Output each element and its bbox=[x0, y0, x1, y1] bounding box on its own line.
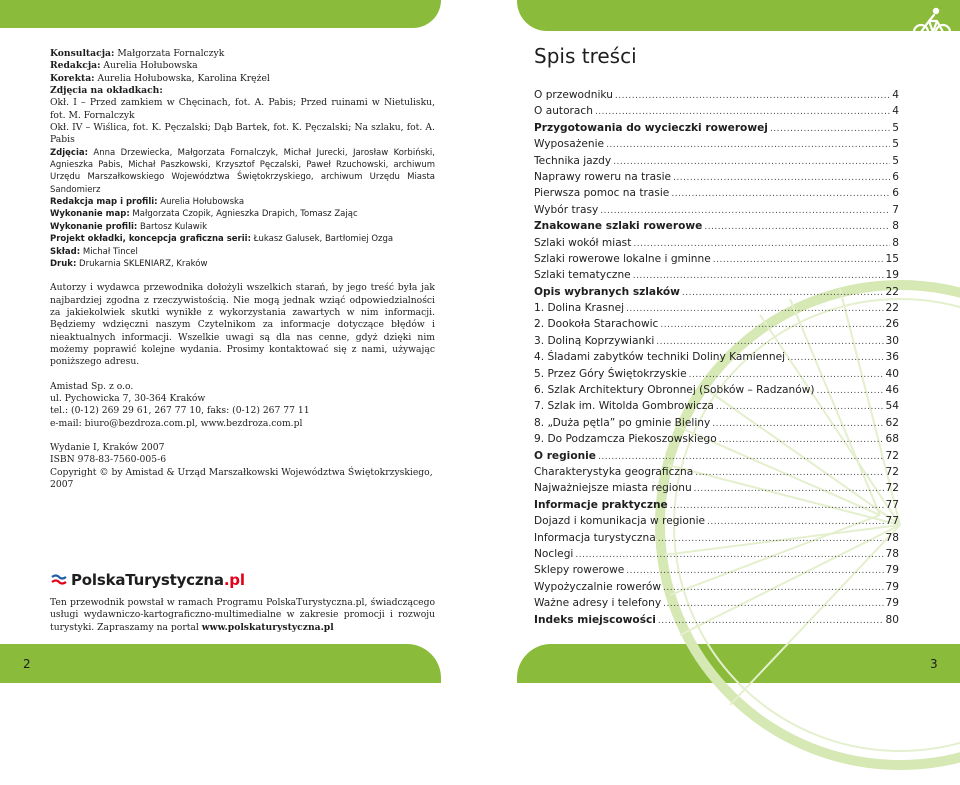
toc-entry-label: Dojazd i komunikacja w regionie bbox=[534, 515, 706, 528]
toc-entry[interactable] bbox=[534, 433, 899, 449]
toc-leader-dots bbox=[633, 237, 890, 249]
toc-leader-dots bbox=[704, 220, 890, 232]
toc-entry[interactable] bbox=[534, 417, 899, 433]
polskaturystyczna-logo bbox=[51, 569, 245, 591]
toc-leader-dots bbox=[817, 384, 884, 396]
toc-entry-page: 8 bbox=[892, 220, 899, 233]
publisher-phone: tel.: (0-12) 269 29 61, 267 77 10, faks: (0-12) 267 77 11 bbox=[50, 405, 310, 417]
toc-entry[interactable] bbox=[534, 204, 899, 220]
toc-entry-page: 6 bbox=[892, 187, 899, 200]
toc-entry-label: 4. Śladami zabytków techniki Doliny Kamiennej bbox=[534, 351, 786, 364]
toc-entry-label: Szlaki wokół miast bbox=[534, 236, 632, 249]
toc-entry-page: 36 bbox=[885, 351, 899, 364]
toc-entry[interactable] bbox=[534, 548, 899, 564]
toc-entry-label: Przygotowania do wycieczki rowerowej bbox=[534, 121, 768, 134]
toc-leader-dots bbox=[656, 335, 883, 347]
toc-entry[interactable] bbox=[534, 335, 899, 351]
toc-entry-page: 8 bbox=[892, 236, 899, 249]
toc-entry-label: Wybór trasy bbox=[534, 203, 599, 216]
toc-leader-dots bbox=[658, 532, 884, 544]
toc-entry-page: 26 bbox=[885, 318, 899, 331]
toc-entry-page: 77 bbox=[885, 498, 899, 511]
toc-entry[interactable] bbox=[534, 122, 899, 138]
toc-leader-dots bbox=[770, 122, 890, 134]
toc-leader-dots bbox=[716, 400, 884, 412]
toc-entry-label: Indeks miejscowości bbox=[534, 613, 656, 626]
toc-entry[interactable] bbox=[534, 155, 899, 171]
toc-entry-label: Szlaki rowerowe lokalne i gminne bbox=[534, 252, 711, 265]
top-right-band bbox=[517, 0, 960, 31]
toc-entry-page: 6 bbox=[892, 170, 899, 183]
toc-entry[interactable] bbox=[534, 269, 899, 285]
toc-entry-page: 15 bbox=[885, 252, 899, 265]
toc-leader-dots bbox=[633, 269, 884, 281]
toc-leader-dots bbox=[615, 89, 890, 101]
toc-entry-page: 78 bbox=[885, 531, 899, 544]
toc-entry-label: 9. Do Podzamcza Piekoszowskiego bbox=[534, 433, 717, 446]
table-of-contents bbox=[534, 89, 899, 630]
toc-leader-dots bbox=[719, 433, 884, 445]
toc-entry[interactable] bbox=[534, 400, 899, 416]
cyclist-icon bbox=[912, 6, 952, 42]
logo-text-pl: .pl bbox=[223, 571, 245, 589]
toc-leader-dots bbox=[694, 482, 884, 494]
toc-leader-dots bbox=[689, 368, 884, 380]
toc-entry-page: 7 bbox=[892, 203, 899, 216]
toc-entry-label: Wyposażenie bbox=[534, 138, 605, 151]
bottom-left-band bbox=[0, 644, 441, 683]
toc-entry[interactable] bbox=[534, 171, 899, 187]
toc-leader-dots bbox=[606, 138, 890, 150]
portal-link[interactable]: www.polskaturystyczna.pl bbox=[201, 621, 334, 633]
toc-leader-dots bbox=[595, 105, 890, 117]
toc-entry[interactable] bbox=[534, 515, 899, 531]
toc-entry-page: 78 bbox=[885, 547, 899, 560]
toc-entry[interactable] bbox=[534, 532, 899, 548]
toc-leader-dots bbox=[707, 515, 883, 527]
toc-entry-label: Noclegi bbox=[534, 547, 574, 560]
toc-entry-label: Pierwsza pomoc na trasie bbox=[534, 187, 670, 200]
copyright: Copyright © by Amistad & Urząd Marszałkowski Województwa Świętokrzyskiego, 2007 bbox=[50, 466, 433, 490]
toc-leader-dots bbox=[695, 466, 883, 478]
toc-entry-page: 4 bbox=[892, 89, 899, 101]
toc-entry[interactable] bbox=[534, 384, 899, 400]
toc-entry-page: 68 bbox=[885, 433, 899, 446]
toc-entry-page: 79 bbox=[885, 580, 899, 593]
toc-entry-label: 7. Szlak im. Witolda Gombrowicza bbox=[534, 400, 714, 413]
toc-entry-page: 62 bbox=[885, 416, 899, 429]
toc-entry-page: 80 bbox=[885, 613, 899, 626]
toc-entry-page: 77 bbox=[885, 515, 899, 528]
toc-entry-label: Technika jazdy bbox=[534, 154, 612, 167]
toc-entry-label: Informacja turystyczna bbox=[534, 531, 656, 544]
toc-entry-label: Opis wybranych szlaków bbox=[534, 285, 680, 298]
toc-entry-label: 1. Dolina Krasnej bbox=[534, 302, 625, 315]
toc-entry[interactable] bbox=[534, 351, 899, 367]
toc-entry-label: Znakowane szlaki rowerowe bbox=[534, 220, 703, 233]
toc-leader-dots bbox=[682, 286, 884, 298]
toc-entry[interactable] bbox=[534, 237, 899, 253]
toc-entry-page: 46 bbox=[885, 384, 899, 397]
toc-entry[interactable] bbox=[534, 482, 899, 498]
toc-entry[interactable] bbox=[534, 450, 899, 466]
toc-leader-dots bbox=[598, 450, 884, 462]
toc-entry-label: Charakterystyka geograficzna bbox=[534, 465, 694, 478]
edition: Wydanie I, Kraków 2007 bbox=[50, 441, 165, 453]
toc-entry-page: 79 bbox=[885, 597, 899, 610]
toc-entry[interactable] bbox=[534, 597, 899, 613]
publisher-name: Amistad Sp. z o.o. bbox=[50, 380, 134, 392]
toc-leader-dots bbox=[626, 302, 883, 314]
program-note: Ten przewodnik powstał w ramach Programu PolskaTurystyczna.pl, świadczącego usługi wydawniczo-kartograficzno-multimedialne w zakresie promocji i rozwoju turystyki. Zapraszamy na portal www.polskaturystyczna.pl bbox=[50, 597, 435, 633]
toc-leader-dots bbox=[600, 204, 890, 216]
toc-leader-dots bbox=[787, 351, 883, 363]
publisher-email: e-mail: biuro@bezdroza.com.pl, www.bezdroza.com.pl bbox=[50, 417, 303, 429]
toc-entry[interactable] bbox=[534, 286, 899, 302]
toc-leader-dots bbox=[613, 155, 890, 167]
toc-entry[interactable] bbox=[534, 138, 899, 154]
toc-entry-page: 22 bbox=[885, 285, 899, 298]
toc-entry-page: 22 bbox=[885, 302, 899, 315]
toc-entry-label: 2. Dookoła Starachowic bbox=[534, 318, 659, 331]
toc-entry-label: Naprawy roweru na trasie bbox=[534, 170, 672, 183]
toc-entry-label: 3. Doliną Koprzywianki bbox=[534, 334, 655, 347]
toc-entry-label: 6. Szlak Architektury Obronnej (Sobków – Radzanów) bbox=[534, 384, 815, 397]
toc-entry[interactable] bbox=[534, 614, 899, 630]
toc-entry-label: Najważniejsze miasta regionu bbox=[534, 482, 692, 495]
toc-entry-page: 4 bbox=[892, 105, 899, 118]
toc-entry-page: 19 bbox=[885, 269, 899, 282]
toc-entry-label: O autorach bbox=[534, 105, 593, 118]
toc-entry[interactable] bbox=[534, 466, 899, 482]
page-number-right: 3 bbox=[930, 657, 938, 671]
toc-entry-label: 5. Przez Góry Świętokrzyskie bbox=[534, 367, 687, 380]
toc-entry[interactable] bbox=[534, 302, 899, 318]
imprint-text: Konsultacja: Małgorzata Fornalczyk Redakcja: Aurelia Hołubowska Korekta: Aurelia Hołubowska, Karolina Krężel Zdjęcia na okładkach: Okł. I – Przed zamkiem w Chęcinach, fot. A. Pabis; Przed ruinami w Nietulisku, fot. M. Fornalczyk Okł. IV – Wiślica, fot. K. Pęczalski; Dąb Bartek, fot. K. Pęczalski; Na szlaku, fot. A. Pabis Zdjęcia: Anna Drzewiecka, Małgorzata Fornalczyk, Michał Jurecki, Jarosław Korbiński, Agnieszka Pabis, Michał Paszkowski, Krzysztof Pęczalski, Paweł Rzuchowski, archiwum Urzędu Marszałkowskiego Województwa Świętokrzyskiego, archiwum Urzędu Miasta Sandomierz Redakcja map i profili: Aurelia Hołubowska Wykonanie map: Małgorzata Czopik, Agnieszka Drapich, Tomasz Zając Wykonanie profili: Bartosz Kulawik Projekt okładki, koncepcja graficzna serii: Łukasz Galusek, Bartłomiej Ozga Skład: Michał Tincel Druk: Drukarnia SKLENIARZ, Kraków Autorzy i wydawca przewodnika dołożyli wszelkich starań, by jego treść była jak najbardziej zgodna z rzeczywistością. Nie mogą jednak wziąć odpowiedzialności za jakiekolwiek skutki wynikłe z wykorzystania zawartych w nim informacji. Będziemy wdzięczni naszym Czytelnikom za informacje dotyczące błędów i nieaktualnych informacji. Wszelkie uwagi są dla nas cenne, gdyż dzięki nim możemy poprawić kolejne wydania. Prosimy kontaktować się z nami, używając poniższego adresu. Amistad Sp. z o.o. ul. Pychowicka 7, 30-364 Kraków tel.: (0-12) 269 29 61, 267 77 10, faks: (0-12) 267 77 11 e-mail: biuro@bezdroza.com.pl, www.bezdroza.com.pl Wydanie I, Kraków 2007 ISBN 978-83-7560-005-6 Copyright © by Amistad & Urząd Marszałkowski Województwa Świętokrzyskiego, 2007 bbox=[50, 48, 435, 490]
toc-entry-label: O przewodniku bbox=[534, 89, 613, 101]
toc-entry-label: Szlaki tematyczne bbox=[534, 269, 631, 282]
logo-text: PolskaTurystyczna bbox=[71, 571, 224, 589]
toc-entry-label: Informacje praktyczne bbox=[534, 498, 668, 511]
toc-entry-page: 72 bbox=[885, 449, 899, 462]
cover-photos-text: Okł. I – Przed zamkiem w Chęcinach, fot. A. Pabis; Przed ruinami w Nietulisku, fot. M. Fornalczyk bbox=[50, 97, 435, 121]
toc-entry-label: Sklepy rowerowe bbox=[534, 564, 625, 577]
toc-entry[interactable] bbox=[534, 368, 899, 384]
toc-entry-label: Ważne adresy i telefony bbox=[534, 597, 662, 610]
toc-entry-page: 72 bbox=[885, 482, 899, 495]
toc-entry[interactable] bbox=[534, 318, 899, 334]
toc-leader-dots bbox=[670, 499, 884, 511]
toc-entry-page: 5 bbox=[892, 154, 899, 167]
toc-entry[interactable] bbox=[534, 105, 899, 121]
toc-leader-dots bbox=[663, 597, 883, 609]
page-title: Spis treści bbox=[534, 44, 637, 68]
page-number-left: 2 bbox=[23, 657, 31, 671]
toc-leader-dots bbox=[673, 171, 890, 183]
toc-entry-label: Wypożyczalnie rowerów bbox=[534, 580, 662, 593]
isbn: ISBN 978-83-7560-005-6 bbox=[50, 454, 167, 466]
toc-entry-page: 79 bbox=[885, 564, 899, 577]
toc-entry[interactable] bbox=[534, 187, 899, 203]
toc-entry-page: 5 bbox=[892, 138, 899, 151]
toc-entry[interactable] bbox=[534, 581, 899, 597]
toc-entry-page: 30 bbox=[885, 334, 899, 347]
toc-entry[interactable] bbox=[534, 253, 899, 269]
toc-leader-dots bbox=[575, 548, 883, 560]
disclaimer: Autorzy i wydawca przewodnika dołożyli wszelkich starań, by jego treść była jak najbardziej zgodna z rzeczywistością. Nie mogą jednak wziąć odpowiedzialności za jakiekolwiek skutki wynikłe z wykorzystania zawartych w nim informacji. Będziemy wdzięczni naszym Czytelnikom za informacje dotyczące błędów i nieaktualnych informacji. Wszelkie uwagi są dla nas cenne, gdyż dzięki nim możemy poprawić kolejne wydania. Prosimy kontaktować się z nami, używając poniższego adresu. bbox=[50, 282, 435, 368]
toc-leader-dots bbox=[712, 417, 883, 429]
toc-leader-dots bbox=[658, 614, 884, 626]
toc-leader-dots bbox=[671, 187, 890, 199]
toc-leader-dots bbox=[663, 581, 884, 593]
toc-leader-dots bbox=[660, 318, 883, 330]
cover-photos-text-2: Okł. IV – Wiślica, fot. K. Pęczalski; Dąb Bartek, fot. K. Pęczalski; Na szlaku, fot. A. Pabis bbox=[50, 122, 435, 146]
toc-entry-page: 54 bbox=[885, 400, 899, 413]
top-left-band bbox=[0, 0, 441, 28]
toc-entry[interactable] bbox=[534, 564, 899, 580]
photos-credit: Zdjęcia: Anna Drzewiecka, Małgorzata Fornalczyk, Michał Jurecki, Jarosław Korbiński, Agnieszka Pabis, Michał Paszkowski, Krzysztof Pęczalski, Paweł Rzuchowski, archiwum Urzędu Marszałkowskiego Województwa Świętokrzyskiego, archiwum Urzędu Miasta Sandomierz bbox=[50, 147, 435, 195]
publisher-address: ul. Pychowicka 7, 30-364 Kraków bbox=[50, 392, 206, 404]
toc-entry-page: 5 bbox=[892, 121, 899, 134]
toc-entry-page: 40 bbox=[885, 367, 899, 380]
toc-entry-page: 72 bbox=[885, 465, 899, 478]
toc-entry-label: O regionie bbox=[534, 449, 596, 462]
toc-entry[interactable] bbox=[534, 220, 899, 236]
toc-entry[interactable] bbox=[534, 499, 899, 515]
toc-leader-dots bbox=[713, 253, 884, 265]
logo-wave-icon bbox=[51, 573, 67, 587]
toc-entry-label: 8. „Duża pętla” po gminie Bieliny bbox=[534, 416, 711, 429]
toc-leader-dots bbox=[626, 564, 883, 576]
toc-entry[interactable] bbox=[534, 89, 899, 105]
